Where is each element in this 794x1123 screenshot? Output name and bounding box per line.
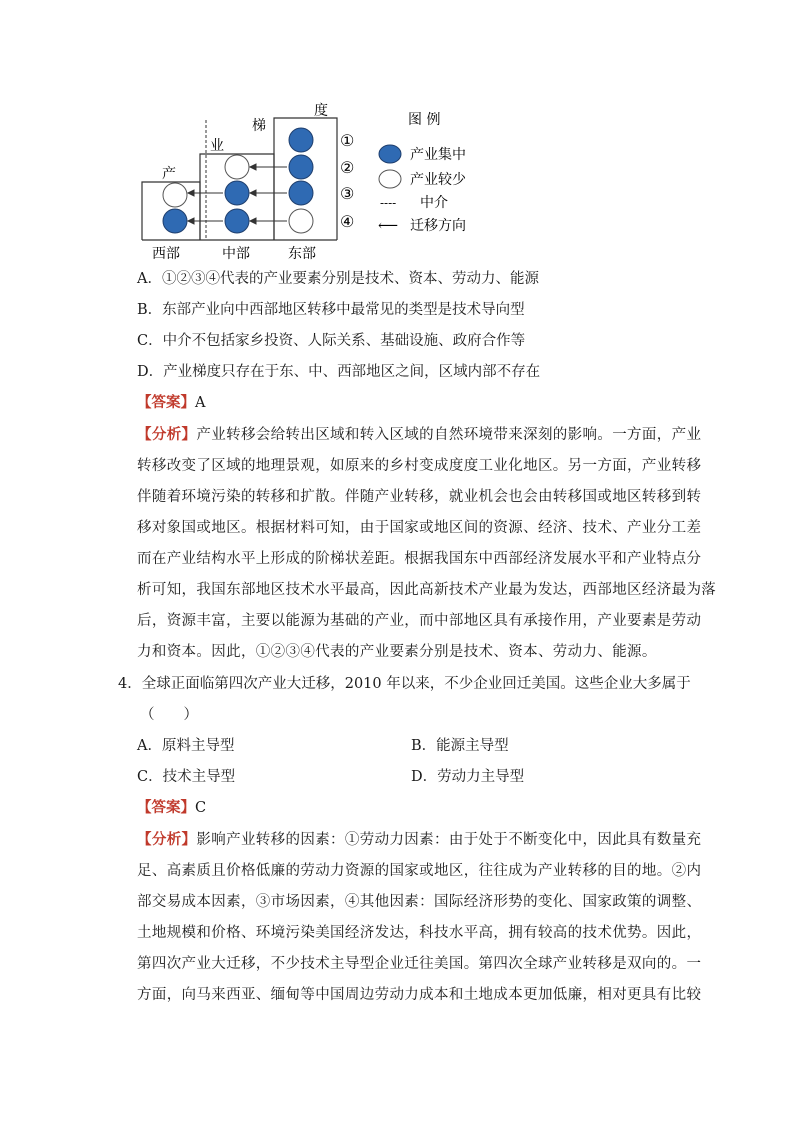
legend-dash-symbol: ---- xyxy=(380,196,397,210)
q4-answer xyxy=(137,798,206,818)
legend-arrow-symbol: ⟵ xyxy=(378,218,399,234)
q3-option-b: B．东部产业向中西部地区转移中最常见的类型是技术导向型 xyxy=(137,302,525,318)
q4-option-d: D．劳动力主导型 xyxy=(411,769,525,785)
q3-analysis-line-2: 转移改变了区域的地理景观，如原来的乡村变成度度工业化地区。另一方面，产业转移 xyxy=(137,458,702,474)
q4-option-a: A．原料主导型 xyxy=(137,738,235,754)
region-middle: 中部 xyxy=(222,246,250,260)
q4-analysis-line-6: 方面，向马来西亚、缅甸等中国周边劳动力成本和土地成本更加低廉，相对更具有比较 xyxy=(137,987,702,1003)
q3-answer-tag: 【答案】 xyxy=(137,394,195,411)
q4-answer-value: C xyxy=(195,800,207,816)
q3-analysis-line-6: 析可知，我国东部地区技术水平最高，因此高新技术产业最为发达，西部地区经济最为落 xyxy=(137,582,717,598)
row-marker-2: ② xyxy=(340,158,355,177)
q4-analysis-line-2: 足、高素质且价格低廉的劳动力资源的国家或地区，往往成为产业转移的目的地。②内 xyxy=(137,863,702,879)
q4-analysis-tag: 【分析】 xyxy=(137,831,197,848)
legend-item-intermediary: 中介 xyxy=(420,195,448,211)
region-east: 东部 xyxy=(288,246,316,260)
q3-option-d: D．产业梯度只存在于东、中、西部地区之间，区域内部不存在 xyxy=(137,364,541,380)
q3-analysis-line-4: 移对象国或地区。根据材料可知，由于国家或地区间的资源、经济、技术、产业分工差 xyxy=(137,520,702,536)
middle-circle-3 xyxy=(225,181,249,205)
q4-analysis-line-1 xyxy=(137,830,701,850)
q4-analysis-line-5: 第四次产业大迁移，不少技术主导型企业迁往美国。第四次全球产业转移是双向的。一 xyxy=(137,956,702,972)
row-marker-1: ① xyxy=(340,131,355,150)
row-marker-4: ④ xyxy=(340,212,355,231)
east-circle-3 xyxy=(289,181,313,205)
industrial-gradient-diagram xyxy=(130,100,500,260)
q4-number: 4． xyxy=(118,676,142,692)
legend xyxy=(378,112,466,234)
q3-analysis-text-1: 产业转移会给转出区域和转入区域的自然环境带来深刻的影响。一方面，产业 xyxy=(196,427,702,443)
q4-stem-line-1 xyxy=(118,674,691,694)
west-circle-3 xyxy=(163,183,187,207)
east-circle-4 xyxy=(289,209,313,233)
q3-answer-value: A xyxy=(195,395,206,411)
legend-item-direction: 迁移方向 xyxy=(410,218,466,234)
q3-analysis-tag: 【分析】 xyxy=(137,426,197,443)
q3-analysis-line-3: 伴随着环境污染的转移和扩散。伴随产业转移，就业机会也会由转移国或地区转移到转 xyxy=(137,489,702,505)
q3-analysis-line-1 xyxy=(137,425,701,445)
legend-empty-icon xyxy=(379,170,401,188)
q3-analysis-line-7: 后，资源丰富，主要以能源为基础的产业，而中部地区具有承接作用，产业要素是劳动 xyxy=(137,613,702,629)
q3-answer xyxy=(137,393,205,413)
q4-analysis-line-3: 部交易成本因素，③市场因素，④其他因素：国际经济形势的变化、国家政策的调整、 xyxy=(137,894,702,910)
q4-stem-line-2: （ ） xyxy=(140,707,198,723)
east-circle-1 xyxy=(289,128,313,152)
q4-analysis-text-1: 影响产业转移的因素：①劳动力因素：由于处于不断变化中，因此具有数量充 xyxy=(196,832,702,848)
east-circle-2 xyxy=(289,155,313,179)
q4-option-c: C．技术主导型 xyxy=(137,769,236,785)
row-marker-3: ③ xyxy=(340,184,355,203)
q4-answer-tag: 【答案】 xyxy=(137,799,195,816)
q4-analysis-line-4: 土地规模和价格、环境污染美国经济发达，科技水平高，拥有较高的技术优势。因此， xyxy=(137,925,702,941)
region-west: 西部 xyxy=(152,246,180,260)
q3-analysis-line-8: 力和资本。因此，①②③④代表的产业要素分别是技术、资本、劳动力、能源。 xyxy=(137,644,657,660)
middle-circle-4 xyxy=(225,209,249,233)
q3-option-a: A．①②③④代表的产业要素分别是技术、资本、劳动力、能源 xyxy=(137,271,539,287)
q3-analysis-line-5: 而在产业结构水平上形成的阶梯状差距。根据我国东中西部经济发展水平和产业特点分 xyxy=(137,551,702,567)
q4-stem-text: 全球正面临第四次产业大迁移，2010 年以来，不少企业回迁美国。这些企业大多属于 xyxy=(141,676,691,692)
q4-option-b: B．能源主导型 xyxy=(411,738,509,754)
q3-option-c: C．中介不包括家乡投资、人际关系、基础设施、政府合作等 xyxy=(137,333,526,349)
label-ye: 业 xyxy=(210,138,224,154)
middle-circle-2 xyxy=(225,155,249,179)
west-circle-4 xyxy=(163,209,187,233)
legend-item-concentrated: 产业集中 xyxy=(410,147,466,163)
legend-title: 图 例 xyxy=(408,112,441,128)
legend-filled-icon xyxy=(379,145,401,163)
label-ti: 梯 xyxy=(252,118,266,134)
label-du: 度 xyxy=(314,103,328,119)
label-chan: 产 xyxy=(162,166,176,182)
legend-item-few: 产业较少 xyxy=(410,172,466,188)
